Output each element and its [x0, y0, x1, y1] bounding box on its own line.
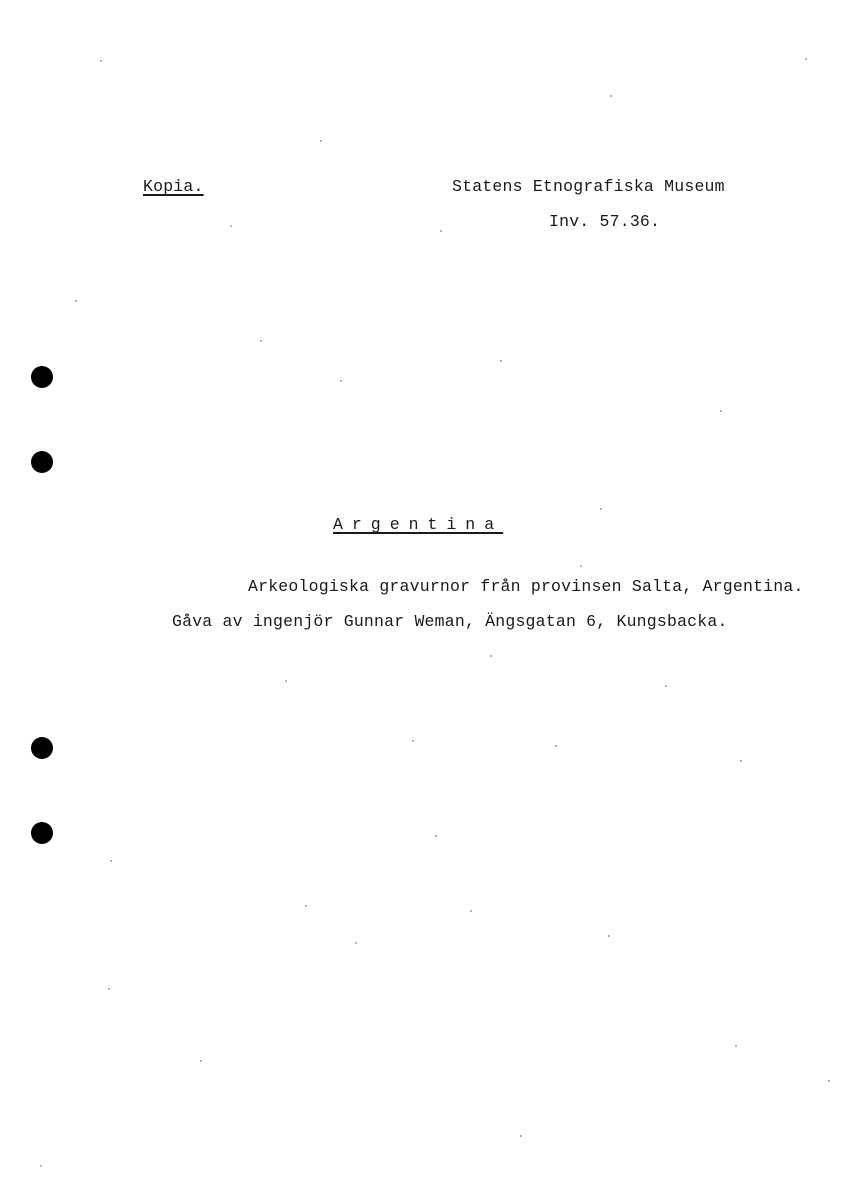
paper-speck [355, 942, 357, 944]
paper-speck [720, 410, 722, 412]
paper-speck [100, 60, 102, 62]
institution-name: Statens Etnografiska Museum [452, 177, 725, 196]
paper-speck [340, 380, 342, 382]
inventory-number: Inv. 57.36. [549, 212, 661, 231]
paper-speck [412, 740, 414, 742]
paper-speck [580, 565, 582, 567]
paper-speck [608, 935, 610, 937]
paper-speck [735, 1045, 737, 1047]
paper-speck [110, 860, 112, 862]
paper-speck [610, 95, 612, 97]
punch-hole [31, 737, 53, 759]
punch-hole [31, 451, 53, 473]
paper-speck [435, 835, 437, 837]
paper-speck [75, 300, 77, 302]
copy-label: Kopia. [143, 177, 204, 196]
paper-speck [665, 685, 667, 687]
paper-speck [500, 360, 502, 362]
document-title: Argentina [333, 515, 504, 534]
paper-speck [740, 760, 742, 762]
paper-speck [285, 680, 287, 682]
paper-speck [200, 1060, 202, 1062]
paper-speck [805, 58, 807, 60]
paper-speck [440, 230, 442, 232]
paper-speck [230, 225, 232, 227]
paper-speck [470, 910, 472, 912]
paper-speck [520, 1135, 522, 1137]
paper-speck [320, 140, 322, 142]
donor-text: Gåva av ingenjör Gunnar Weman, Ängsgatan 6, Kungsbacka. [172, 612, 728, 631]
paper-speck [828, 1080, 830, 1082]
paper-speck [600, 508, 602, 510]
paper-speck [490, 655, 492, 657]
paper-speck [108, 988, 110, 990]
paper-speck [260, 340, 262, 342]
punch-hole [31, 366, 53, 388]
description-text: Arkeologiska gravurnor från provinsen Salta, Argentina. [248, 577, 804, 596]
paper-speck [40, 1165, 42, 1167]
paper-speck [305, 905, 307, 907]
paper-speck [555, 745, 557, 747]
punch-hole [31, 822, 53, 844]
